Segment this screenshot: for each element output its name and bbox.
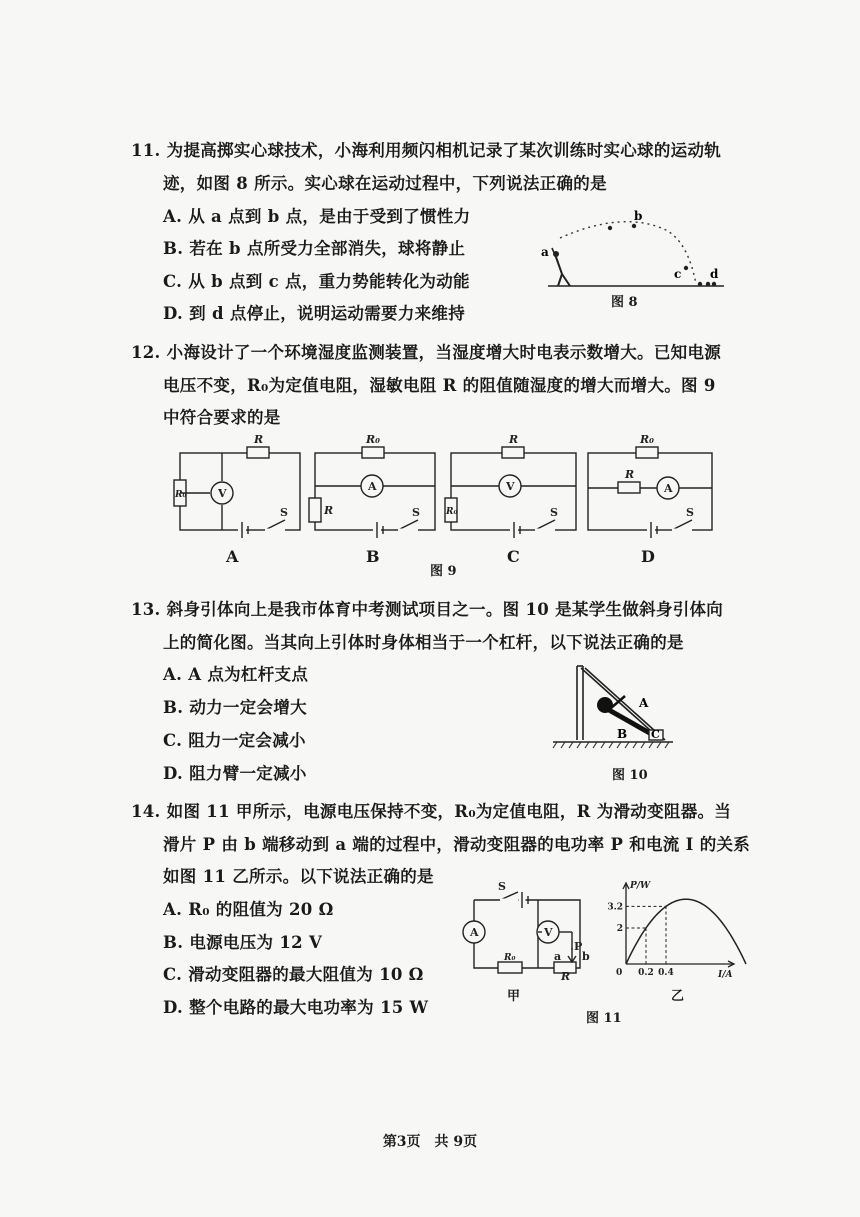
- figure-9-circuits: [170, 428, 720, 543]
- q13-option-c: C. 阻力一定会减小: [163, 731, 306, 750]
- q13-stem-line2: 上的简化图。当其向上引体时身体相当于一个杠杆，以下说法正确的是: [163, 633, 684, 652]
- graph-xtick-0.4: 0.4: [658, 968, 674, 978]
- circuit-d-r0-label: R₀: [640, 433, 654, 446]
- q14-stem-line1: 14. 如图 11 甲所示，电源电压保持不变，R₀为定值电阻，R 为滑动变阻器。当: [131, 802, 732, 821]
- fig10-point-a: A: [639, 696, 649, 710]
- q13-option-d: D. 阻力臂一定减小: [163, 764, 307, 783]
- circuit-c-switch-label: S: [550, 506, 558, 519]
- q13-option-b: B. 动力一定会增大: [163, 698, 307, 717]
- circuit-a-r0-label: R₀: [175, 490, 187, 500]
- figure-11-sub-jia: 甲: [507, 989, 521, 1004]
- q11-option-b: B. 若在 b 点所受力全部消失，球将静止: [163, 239, 466, 258]
- q14-option-d: D. 整个电路的最大电功率为 15 W: [163, 998, 429, 1017]
- circuit-b-r0-label: R₀: [366, 433, 380, 446]
- figure-9-caption: 图 9: [430, 564, 457, 579]
- q14-stem-line2: 滑片 P 由 b 端移动到 a 端的过程中，滑动变阻器的电功率 P 和电流 I 的关系: [163, 835, 751, 854]
- circuit-d-label: D: [641, 547, 655, 566]
- q12-stem-line3: 中符合要求的是: [163, 408, 281, 427]
- q13-stem-line1: 13. 斜身引体向上是我市体育中考测试项目之一。图 10 是某学生做斜身引体向: [131, 600, 724, 619]
- circuit-a-label: A: [226, 547, 239, 566]
- fig8-point-b: b: [634, 209, 643, 223]
- fig11-switch-label: S: [498, 880, 506, 893]
- figure-11-circuit: [460, 880, 595, 983]
- circuit-c-r-label: R: [509, 433, 519, 446]
- fig11-ammeter-label: A: [470, 926, 479, 939]
- circuit-a-voltmeter-label: V: [218, 487, 227, 500]
- circuit-c-voltmeter-label: V: [506, 480, 515, 493]
- circuit-b-ammeter-label: A: [368, 480, 377, 493]
- fig11-a-label: a: [554, 950, 562, 963]
- circuit-d-switch-label: S: [686, 506, 694, 519]
- fig10-point-b: B: [617, 727, 628, 741]
- figure-8: [538, 209, 728, 290]
- q14-option-a: A. R₀ 的阻值为 20 Ω: [163, 900, 334, 919]
- figure-11-sub-yi: 乙: [671, 989, 685, 1004]
- circuit-d-r-label: R: [625, 468, 635, 481]
- fig8-point-d: d: [710, 267, 719, 281]
- figure-11-caption: 图 11: [586, 1011, 622, 1026]
- fig11-voltmeter-label: V: [544, 926, 553, 939]
- q11-stem-line1: 11. 为提高掷实心球技术，小海利用频闪相机记录了某次训练时实心球的运动轨: [131, 141, 722, 160]
- figure-11-graph: [607, 878, 742, 980]
- fig11-r0-label: R₀: [504, 953, 516, 963]
- q14-option-b: B. 电源电压为 12 V: [163, 933, 323, 952]
- fig8-point-c: c: [674, 267, 682, 281]
- circuit-b-r-label: R: [324, 504, 334, 517]
- fig11-b-label: b: [582, 950, 590, 963]
- q12-stem-line2: 电压不变，R₀为定值电阻，湿敏电阻 R 的阻值随湿度的增大而增大。图 9: [163, 376, 716, 395]
- fig11-r-label: R: [561, 970, 571, 983]
- q11-option-c: C. 从 b 点到 c 点，重力势能转化为动能: [163, 272, 470, 291]
- graph-ytick-2: 2: [616, 924, 623, 934]
- q13-option-a: A. A 点为杠杆支点: [163, 665, 309, 684]
- circuit-d-ammeter-label: A: [664, 482, 673, 495]
- q11-stem-line2: 迹，如图 8 所示。实心球在运动过程中，下列说法正确的是: [163, 174, 607, 193]
- graph-xtick-0.2: 0.2: [638, 968, 654, 978]
- q14-stem-line3: 如图 11 乙所示。以下说法正确的是: [163, 867, 434, 886]
- q11-option-a: A. 从 a 点到 b 点，是由于受到了惯性力: [163, 207, 471, 226]
- circuit-b-switch-label: S: [412, 506, 420, 519]
- q14-option-c: C. 滑动变阻器的最大阻值为 10 Ω: [163, 965, 424, 984]
- fig10-point-c: C: [651, 728, 660, 741]
- q12-stem-line1: 12. 小海设计了一个环境湿度监测装置，当湿度增大时电表示数增大。已知电源: [131, 343, 722, 362]
- fig8-point-a: a: [541, 245, 549, 259]
- graph-origin: 0: [616, 968, 623, 978]
- graph-ytick-3.2: 3.2: [607, 902, 623, 913]
- fig11-p-label: P: [574, 940, 583, 953]
- graph-xlabel: I/A: [718, 970, 733, 980]
- figure-8-caption: 图 8: [611, 295, 638, 310]
- figure-10-caption: 图 10: [612, 768, 648, 783]
- graph-ylabel: P/W: [630, 881, 651, 891]
- power-current-curve: [626, 899, 746, 964]
- q11-option-d: D. 到 d 点停止，说明运动需要力来维持: [163, 304, 466, 323]
- circuit-a-r-label: R: [254, 433, 264, 446]
- page-footer: 第3页 共 9页: [382, 1134, 478, 1150]
- figure-10: [553, 660, 678, 755]
- circuit-c-label: C: [507, 547, 520, 566]
- circuit-c-r0-label: R₀: [446, 507, 458, 517]
- circuit-b-label: B: [366, 547, 380, 566]
- circuit-a-switch-label: S: [280, 506, 288, 519]
